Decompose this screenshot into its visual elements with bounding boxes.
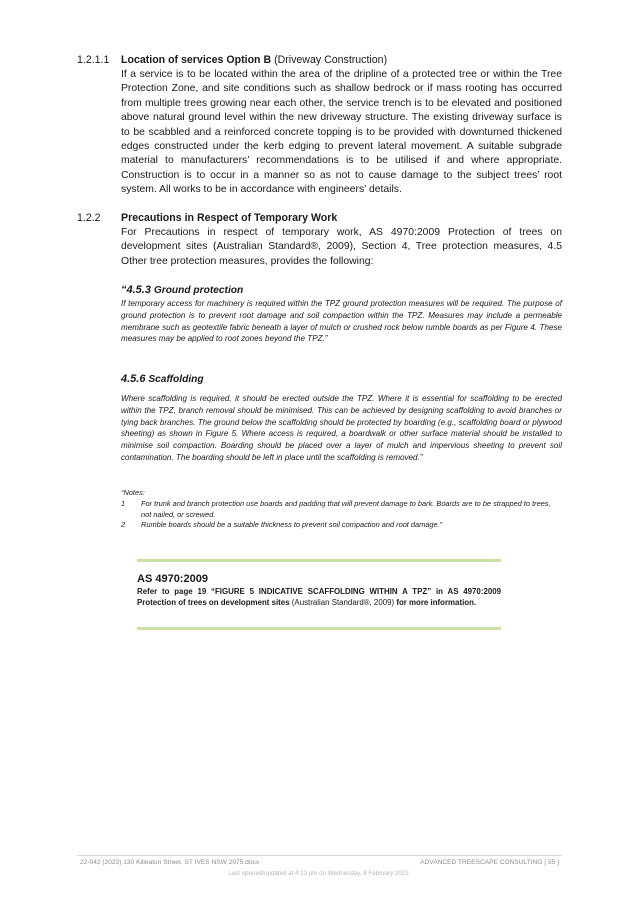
section-subtitle-1211: (Driveway Construction) bbox=[274, 54, 388, 66]
quote-number-456: 4.5.6 bbox=[121, 373, 146, 385]
callout-bottom-bar bbox=[137, 627, 501, 630]
footer-divider bbox=[77, 855, 562, 856]
quote-heading-456 bbox=[121, 373, 204, 385]
section-body-1211: If a service is to be located within the area of the dripline of a protected tree or within the Tree Protection Zone, and site conditions such as shallow bedrock or if mass rooting has occurred from multiple trees growing near each other, the service trench is to be elevated and positioned above natural ground level within the new driveway structure. The existing driveway surface is to be scabbled and a reinforced concrete topping is to be provided with downturned thickened edges constructed under the kerb edging to prevent lateral movement. A suitable subgrade material to manufacturers’ recommendations is to be utilised if and where appropriate. Construction is to occur in a manner so as not to cause damage to the subject trees’ root system. All works to be in accordance with engineers’ details. bbox=[121, 69, 562, 196]
callout-text-part3: for more information. bbox=[396, 597, 477, 607]
section-heading-1211 bbox=[121, 54, 387, 66]
quote-number-453: 4.5.3 bbox=[126, 284, 151, 296]
footer-last-updated: Last opened/updated at 4:13 pm on Wednesday, 8 February 2023 bbox=[228, 870, 409, 877]
callout-text-part2: (Australian Standard®, 2009) bbox=[291, 597, 395, 607]
note-text: For trunk and branch protection use boards and padding that will prevent damage to bark. Boards are to be strapped to trees, not nailed, or screwed. bbox=[141, 499, 551, 519]
callout-text bbox=[137, 587, 501, 608]
notes-heading: “Notes: bbox=[121, 488, 145, 497]
section-number-122: 1.2.2 bbox=[77, 212, 101, 224]
callout-top-bar bbox=[137, 559, 501, 562]
section-body-122: For Precautions in respect of temporary work, AS 4970:2009 Protection of trees on development sites (Australian Standard®, 2009), Section 4, Tree protection measures, 4.5 Other tree protection measures, provides the following: bbox=[121, 227, 562, 267]
section-title-122: Precautions in Respect of Temporary Work bbox=[121, 212, 338, 224]
quote-title-456: Scaffolding bbox=[148, 374, 204, 385]
note-text: Rumble boards should be a suitable thickness to prevent soil compaction and root damage.” bbox=[141, 520, 443, 529]
quote-title-453: Ground protection bbox=[153, 285, 244, 296]
note-number: 2 bbox=[121, 520, 126, 529]
section-heading-122 bbox=[121, 212, 337, 224]
callout-text-part1: Refer to page 19 “FIGURE 5 INDICATIVE SCAFFOLDING WITHIN A TPZ” in AS 4970:2009 Protection of trees on development sites bbox=[137, 587, 501, 607]
quote-heading-453 bbox=[121, 284, 243, 296]
note-number: 1 bbox=[121, 499, 126, 508]
footer-company-page: ADVANCED TREESCAPE CONSULTING [ 55 ] bbox=[420, 859, 559, 866]
section-title-1211: Location of services Option B bbox=[121, 54, 272, 66]
quote-body-456: Where scaffolding is required, it should be erected outside the TPZ. Where it is essential for scaffolding to be erected within the TPZ, branch removal should be minimised. This can be achieved by designing scaffolding to avoid branches or tying back branches. The ground below the scaffolding should be protected by boarding (e.g., scaffolding board or plywood sheeting) as shown in Figure 5. Where access is required, a boardwalk or other surface material should be installed to minimise soil compaction. Boarding should be placed over a layer of mulch and impervious sheeting to prevent soil contamination. The boarding should be left in place until the scaffolding is removed.” bbox=[121, 394, 562, 462]
quote-body-453: If temporary access for machinery is required within the TPZ ground protection measures will be required. The purpose of ground protection is to prevent root damage and soil compaction within the TPZ. Measures may include a permeable membrane such as geotextile fabric beneath a layer of mulch or crushed rock below rumble boards as per Figure 4. These measures may be applied to root zones beyond the TPZ.” bbox=[121, 299, 562, 344]
quote-open-mark: “ bbox=[121, 284, 127, 296]
footer-filename: 22-042 (2023) 130 Killeaton Street, ST IVES NSW 2075.docx bbox=[80, 859, 260, 866]
callout-title: AS 4970:2009 bbox=[137, 573, 208, 585]
section-number-1211: 1.2.1.1 bbox=[77, 54, 110, 66]
